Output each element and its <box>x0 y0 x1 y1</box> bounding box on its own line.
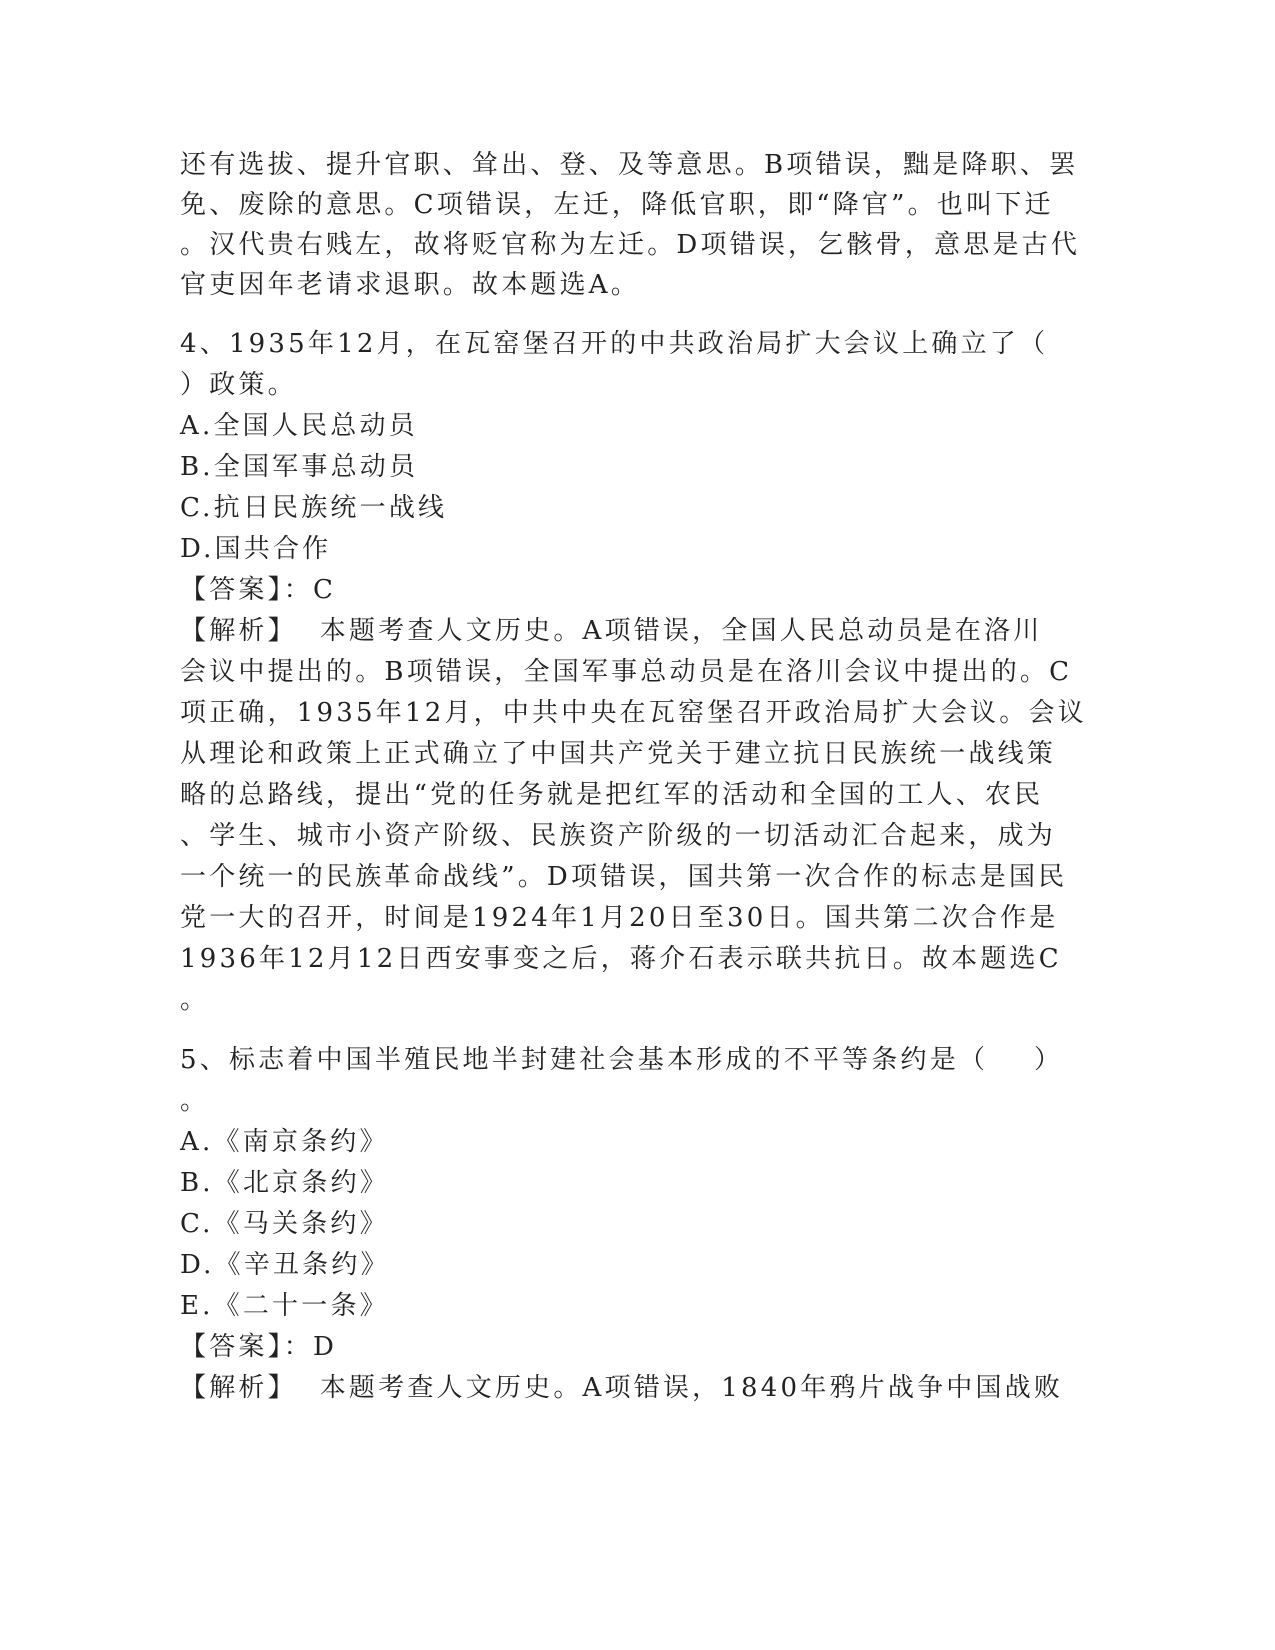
text-line: 。汉代贵右贱左，故将贬官称为左迁。D项错误，乞骸骨，意思是古代 <box>180 230 1081 260</box>
document-page <box>180 145 1087 1409</box>
question-stem-line: ）政策。 <box>180 370 297 400</box>
question-stem-line: 5、标志着中国半殖民地半封建社会基本形成的不平等条约是（ ） <box>180 1045 1064 1075</box>
option-b: B.《北京条约》 <box>180 1168 389 1198</box>
question-4 <box>180 324 1087 1021</box>
text-line: 免、废除的意思。C项错误，左迁，降低官职，即“降官”。也叫下迁 <box>180 190 1054 220</box>
option-e: E.《二十一条》 <box>180 1291 389 1321</box>
analysis-line: 会议中提出的。B项错误，全国军事总动员是在洛川会议中提出的。C <box>180 657 1073 687</box>
analysis-line: 项正确，1935年12月，中共中央在瓦窑堡召开政治局扩大会议。会议 <box>180 698 1087 728</box>
analysis-line: 党一大的召开，时间是1924年1月20日至30日。国共第二次合作是 <box>180 903 1059 933</box>
text-line: 官吏因年老请求退职。故本题选A。 <box>180 270 640 300</box>
option-b: B.全国军事总动员 <box>180 452 419 482</box>
option-c: C.《马关条约》 <box>180 1209 389 1239</box>
question-stem-line: 。 <box>180 1086 210 1116</box>
analysis-line: 【解析】 本题考查人文历史。A项错误，全国人民总动员是在洛川 <box>180 616 1043 646</box>
analysis-line: 。 <box>180 985 210 1015</box>
option-a: A.全国人民总动员 <box>180 411 418 441</box>
answer-line: 【答案】：C <box>180 575 337 605</box>
option-d: D.《辛丑条约》 <box>180 1250 390 1280</box>
analysis-line: 、学生、城市小资产阶级、民族资产阶级的一切活动汇合起来，成为 <box>180 821 1057 851</box>
question-stem-line: 4、1935年12月，在瓦窑堡召开的中共政治局扩大会议上确立了（ <box>180 329 1049 359</box>
previous-analysis-continuation <box>180 145 1080 305</box>
answer-line: 【答案】：D <box>180 1332 338 1362</box>
text-line: 还有选拔、提升官职、耸出、登、及等意思。B项错误，黜是降职、罢 <box>180 150 1079 180</box>
option-c: C.抗日民族统一战线 <box>180 493 448 523</box>
option-d: D.国共合作 <box>180 534 332 564</box>
analysis-line: 略的总路线，提出“党的任务就是把红军的活动和全国的工人、农民 <box>180 780 1044 810</box>
analysis-line: 1936年12月12日西安事变之后，蒋介石表示联共抗日。故本题选C <box>180 944 1062 974</box>
question-5 <box>180 1040 1080 1409</box>
option-a: A.《南京条约》 <box>180 1127 389 1157</box>
analysis-line: 【解析】 本题考查人文历史。A项错误，1840年鸦片战争中国战败 <box>180 1373 1064 1403</box>
analysis-line: 从理论和政策上正式确立了中国共产党关于建立抗日民族统一战线策 <box>180 739 1057 769</box>
analysis-line: 一个统一的民族革命战线”。D项错误，国共第一次合作的标志是国民 <box>180 862 1068 892</box>
